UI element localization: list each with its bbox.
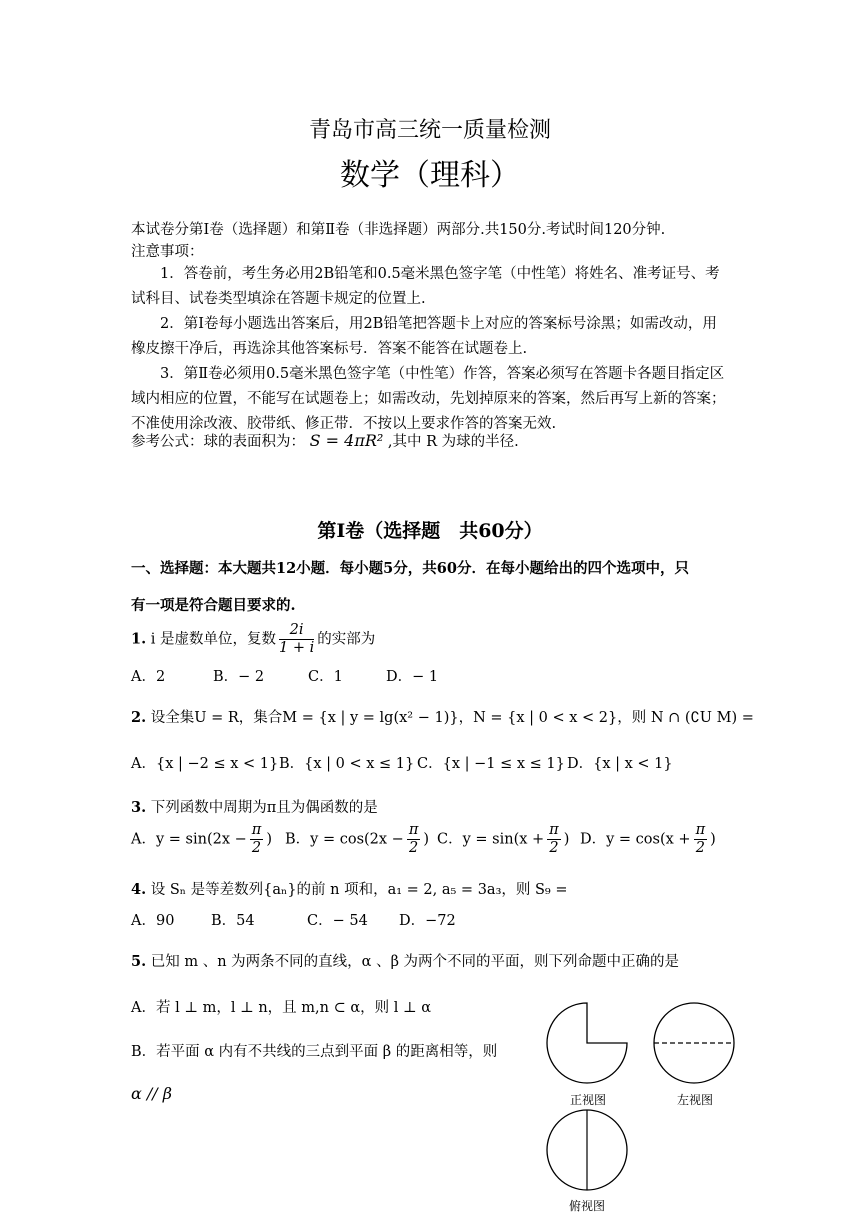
question-number: 3. [131,799,147,816]
question-3 [131,796,378,817]
reference-formula [131,430,519,451]
notice-item-1: 1．答卷前，考生务必用2B铅笔和0.5毫米黑色签字笔（中性笔）将姓名、准考证号、考试科目、试卷类型填涂在答题卡规定的位置上. [131,266,720,307]
question-text: 设全集U = R，集合M = {x | y = lg(x² − 1)}，N = {x | 0 < x < 2}，则 N ∩ (∁U M) = [150,710,754,726]
question-number: 2. [131,709,147,726]
fraction-denominator: 1 + i [279,640,315,656]
question-number: 1. [131,630,147,648]
section-desc-1: 一、选择题：本大题共12小题．每小题5分，共60分．在每小题给出的四个选项中，只 [131,560,689,577]
option-b: B．54 [211,913,255,929]
option-a: A．若 l ⊥ m，l ⊥ n，且 m,n ⊂ α，则 l ⊥ α [131,1000,432,1016]
page-title: 青岛市高三统一质量检测 [308,118,551,143]
question-number: 4. [131,881,147,898]
question-1 [131,622,375,657]
option-c: C．1 [308,669,343,685]
option-b: B．y = cos(2x − $\frac{\pi}{2}$ ) [285,822,430,856]
page-subtitle: 数学（理科） [340,158,520,193]
option-d: D．{x | x < 1} [567,756,673,772]
fraction [279,622,314,657]
option-b: B．若平面 α 内有不共线的三点到平面 β 的距离相等，则 [131,1044,498,1060]
question-text: 的实部为 [317,631,376,648]
question-4 [131,878,568,899]
option-d: D．−72 [399,913,456,929]
option-c: C．− 54 [307,913,368,929]
option-a: A．{x | −2 ≤ x < 1} [131,756,279,772]
question-5 [131,950,679,971]
notice-item-2: 2．第Ⅰ卷每小题选出答案后，用2B铅笔把答题卡上对应的答案标号涂黑；如需改动，用橡皮擦干净后，再选涂其他答案标号．答案不能答在试题卷上. [131,316,717,357]
option-b: B．{x | 0 < x ≤ 1} [279,756,415,772]
option-a: A．2 [131,669,166,685]
option-c: C．{x | −1 ≤ x ≤ 1} [417,756,565,772]
top-view-caption: 俯视图 [569,1199,606,1213]
formula: S = 4πR² [309,431,384,450]
question-text: 已知 m 、n 为两条不同的直线，α 、β 为两个不同的平面，则下列命题中正确的是 [150,954,680,970]
option-a: A．y = sin(2x − $\frac{\pi}{2}$ ) [131,822,272,856]
option-c: C．y = sin(x + $\frac{\pi}{2}$ ) [437,822,570,856]
notice-item-3: 3．第Ⅱ卷必须用0.5毫米黑色签字笔（中性笔）作答，答案必须写在答题卡各题目指定区域内相应的位置，不能写在试题卷上；如需改动，先划掉原来的答案，然后再写上新的答案；不准使用涂改液、胶带纸、修正带．不按以上要求作答的答案无效. [131,366,726,432]
question-text: i 是虚数单位，复数 [150,631,276,648]
formula-prefix: 参考公式：球的表面积为： [131,434,305,450]
option-b: B．− 2 [213,669,265,685]
formula-suffix: ,其中 R 为球的半径. [387,434,519,450]
question-text: 设 Sₙ 是等差数列{aₙ}的前 n 项和，a₁ = 2, a₅ = 3a₃，则 S₉ = [150,882,568,898]
fraction-numerator: 2i [279,622,314,640]
left-view-caption: 左视图 [677,1093,714,1107]
front-view-caption: 正视图 [570,1093,607,1107]
notice-title: 注意事项： [131,244,204,260]
option-a: A．90 [131,913,175,929]
question-2 [131,706,754,727]
option-b-cont: α // β [131,1084,173,1103]
section-title: 第Ⅰ卷（选择题 共60分） [317,520,543,542]
intro-line: 本试卷分第Ⅰ卷（选择题）和第Ⅱ卷（非选择题）两部分.共150分.考试时间120分钟. [131,222,666,238]
front-view-shape [547,1003,627,1083]
section-desc-2: 有一项是符合题目要求的. [131,597,296,614]
option-d: D．y = cos(x + $\frac{\pi}{2}$ ) [580,822,716,856]
question-text: 下列函数中周期为π且为偶函数的是 [150,800,378,816]
option-d: D．− 1 [386,669,439,685]
question-number: 5. [131,953,147,970]
